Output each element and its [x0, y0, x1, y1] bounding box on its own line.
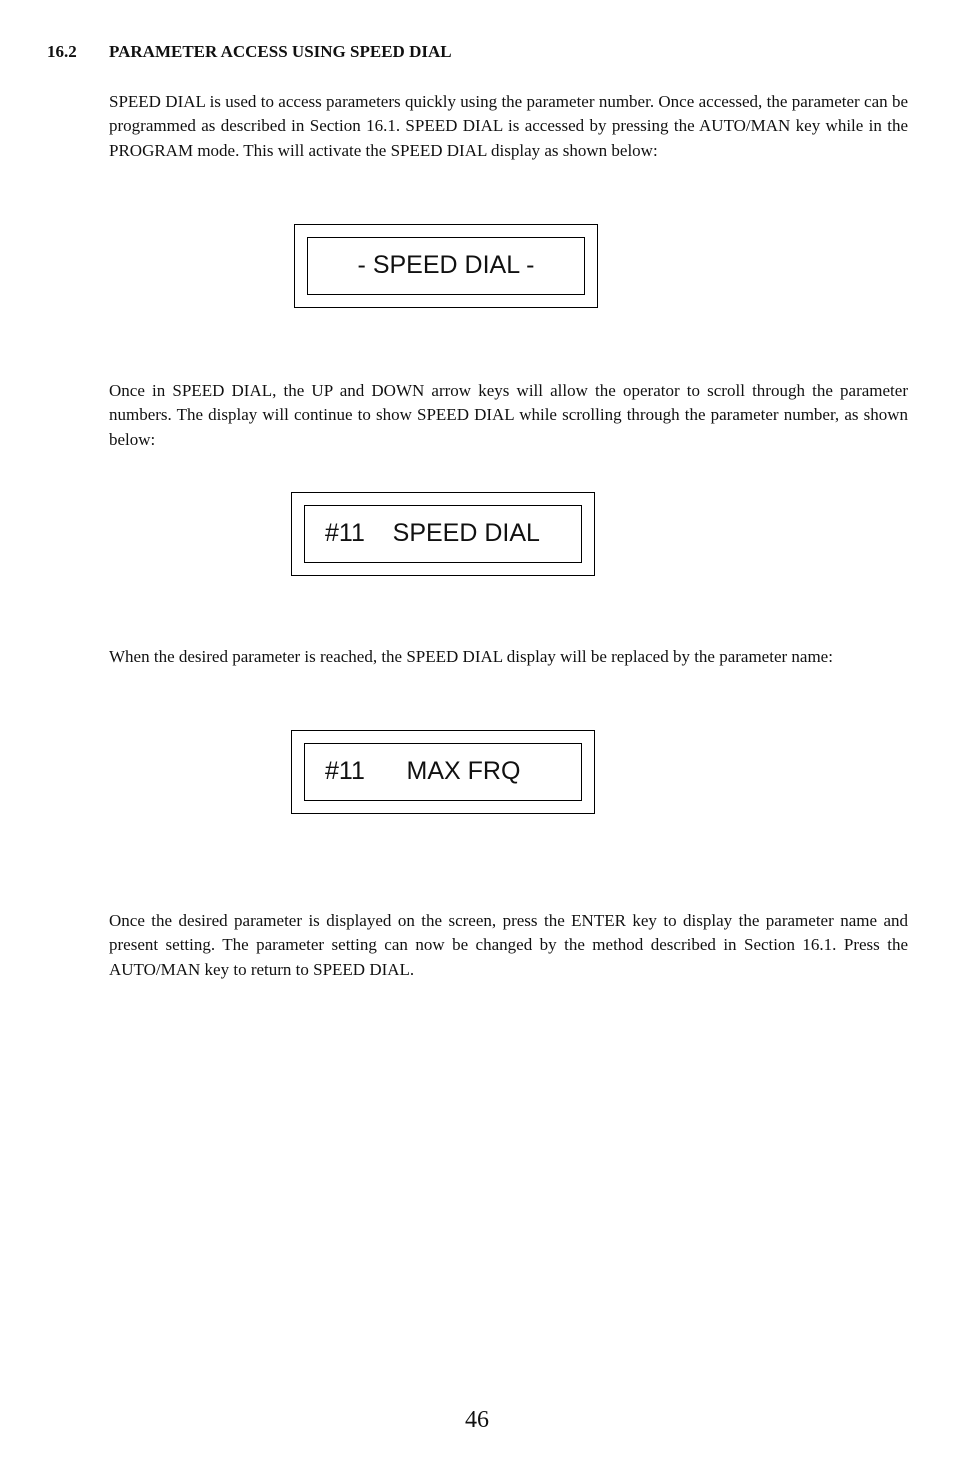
speed-dial-display: [294, 224, 598, 308]
page-number: 46: [465, 1407, 489, 1433]
section-number: 16.2: [47, 42, 77, 61]
reached-paragraph: When the desired parameter is reached, the SPEED DIAL display will be replaced by the parameter name:: [109, 647, 833, 666]
scrolling-display: [291, 492, 595, 576]
scroll-paragraph: Once in SPEED DIAL, the UP and DOWN arrow keys will allow the operator to scroll through the parameter numbers. The display will continue to show SPEED DIAL while scrolling through the parameter number, as shown below:: [109, 381, 908, 449]
enter-paragraph: Once the desired parameter is displayed on the screen, press the ENTER key to display the parameter name and present setting. The parameter setting can now be changed by the method described in Section 16.1. Press the AUTO/MAN key to return to SPEED DIAL.: [109, 911, 908, 979]
display-text: #11 MAX FRQ: [304, 743, 582, 801]
intro-paragraph: SPEED DIAL is used to access parameters quickly using the parameter number. Once accessed, the parameter can be programmed as described in Section 16.1. SPEED DIAL is accessed by pressing the AUTO/MAN key while in the PROGRAM mode. This will activate the SPEED DIAL display as shown below:: [109, 92, 908, 160]
display-text: #11 SPEED DIAL: [304, 505, 582, 563]
section-title: PARAMETER ACCESS USING SPEED DIAL: [109, 42, 452, 61]
parameter-name-display: [291, 730, 595, 814]
display-text: - SPEED DIAL -: [307, 237, 585, 295]
